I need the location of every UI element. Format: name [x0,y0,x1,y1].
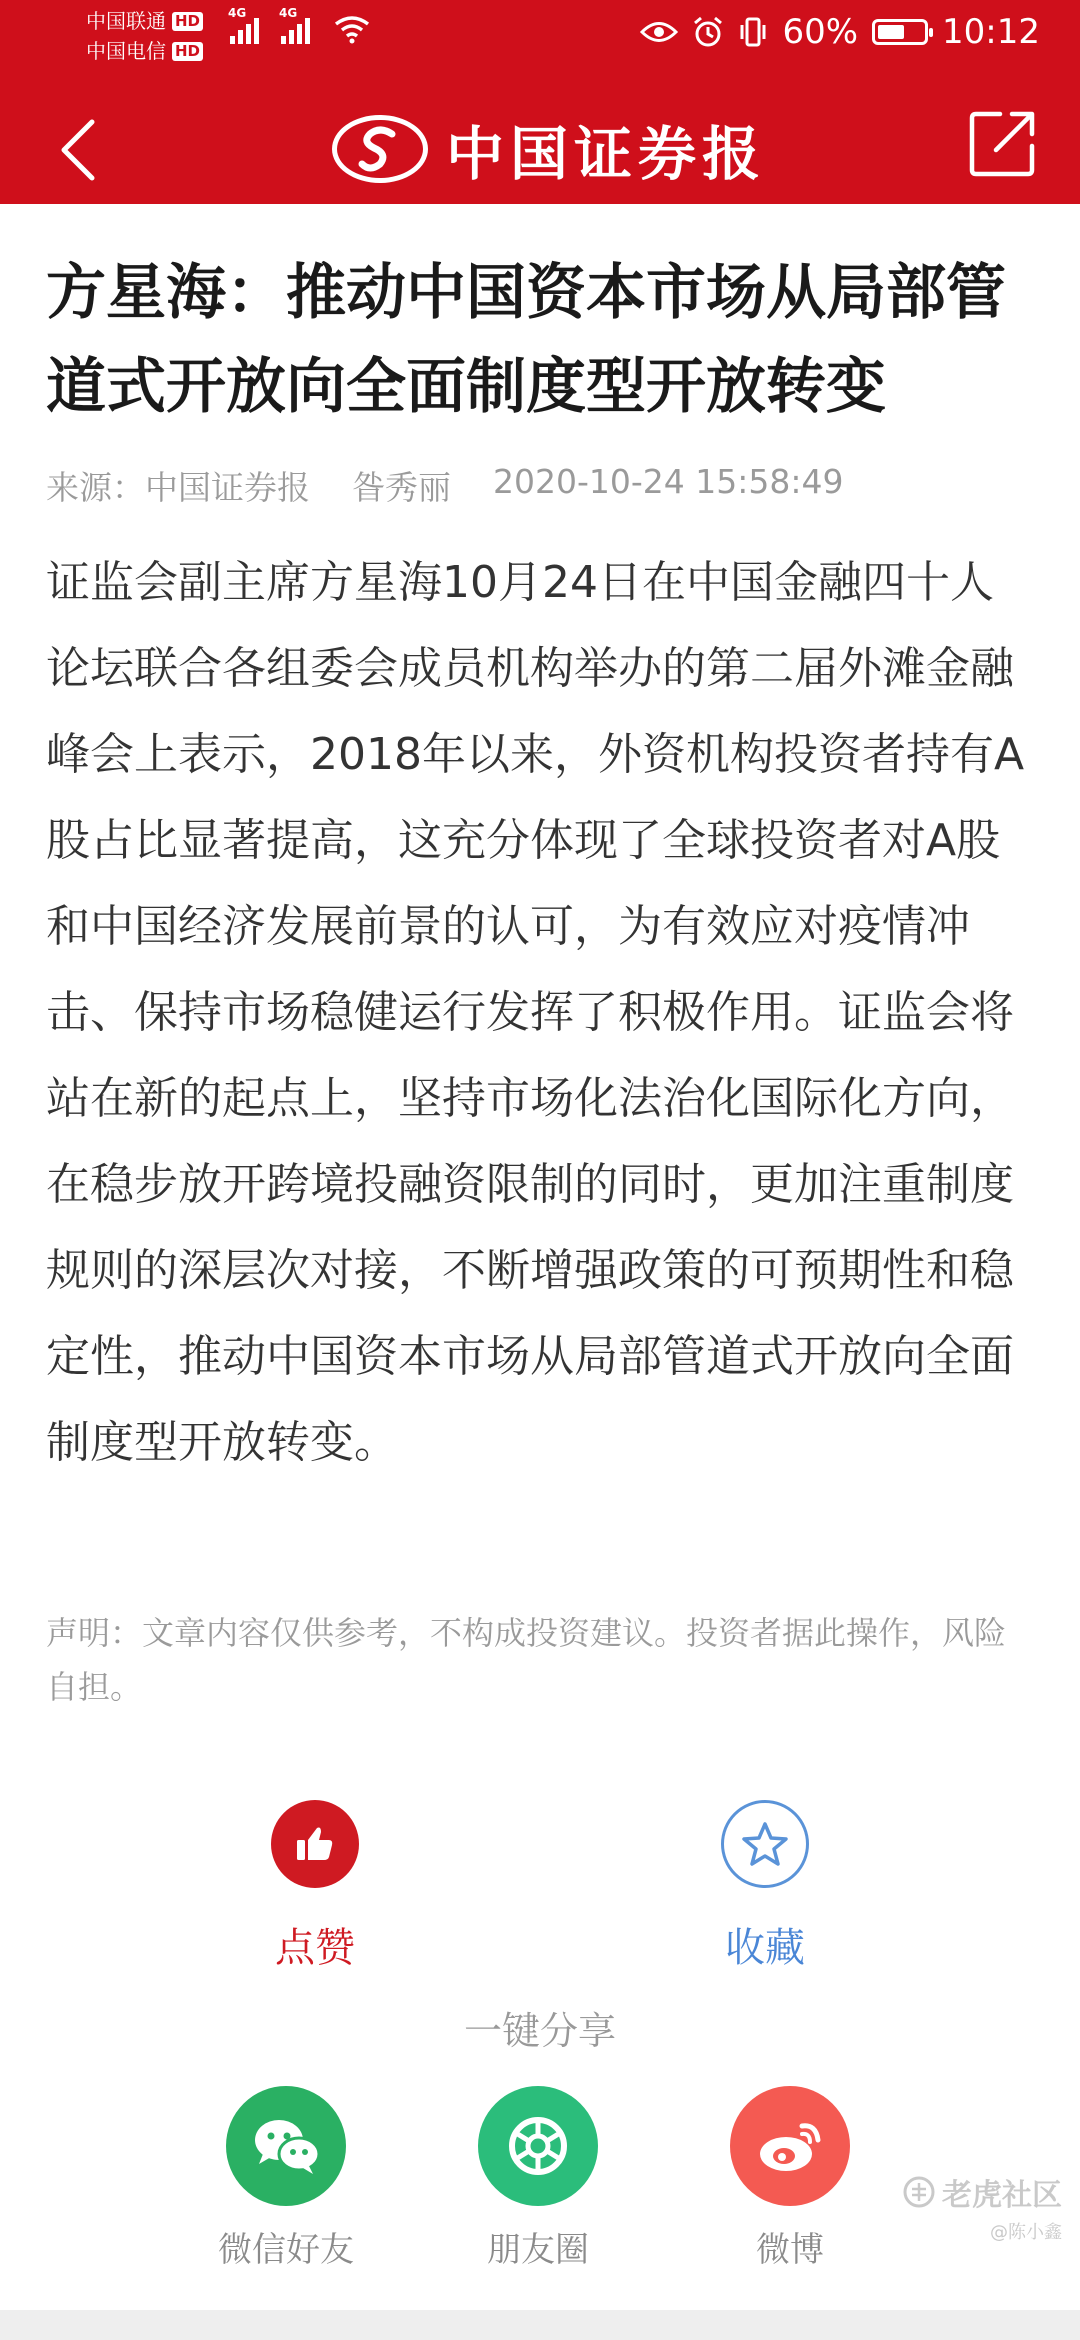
moments-icon [478,2086,598,2206]
signal-indicators [228,6,372,44]
logo-text: 中国证券报 [446,120,767,188]
status-bar-right [640,12,1040,52]
status-bar-carriers [86,6,203,66]
article-meta [46,462,885,509]
eye-icon [640,19,678,45]
thumbs-up-icon [271,1800,359,1888]
logo-emblem [332,115,428,183]
app-logo [332,104,766,194]
favorite-label: 收藏 [725,1925,805,1971]
navigation-bar [0,96,1080,204]
like-button[interactable] [215,1800,415,1973]
battery-percent: 60% [782,12,859,52]
bottom-strip [0,2310,1080,2340]
share-moments-label: 朋友圈 [487,2230,589,2270]
watermark-user: @陈小鑫 [990,2222,1062,2243]
vibrate-icon [738,16,768,48]
share-weibo-label: 微博 [756,2230,824,2270]
wechat-icon [226,2086,346,2206]
tiger-logo-icon [902,2175,936,2209]
share-section-title: 一键分享 [463,2009,616,2053]
wifi-icon [332,14,372,44]
chevron-left-icon [50,110,110,190]
back-button[interactable] [50,110,110,190]
favorite-button[interactable] [665,1800,865,1973]
watermark-text: 老虎社区 [942,2178,1062,2213]
app-header [0,0,1080,204]
carrier-1: 中国联通 [86,9,166,33]
like-label: 点赞 [275,1925,355,1971]
external-share-icon [968,108,1038,178]
article-disclaimer: 声明：文章内容仅供参考，不构成投资建议。投资者据此操作，风险自担。 [46,1614,1007,1706]
article-author: 昝秀丽 [352,468,451,507]
star-icon [721,1800,809,1888]
watermark [902,2170,1062,2244]
share-weibo-button[interactable] [680,2086,900,2271]
signal-strength-icon: 4G [281,18,310,44]
hd-badge: HD [172,42,203,61]
battery-icon [872,19,928,45]
clock: 10:12 [942,12,1040,52]
article-body: 证监会副主席方星海10月24日在中国金融四十人论坛联合各组委会成员机构举办的第二届外滩金融峰会上表示，2018年以来，外资机构投资者持有A股占比显著提高，这充分体现了全球投资者对A股和中国经济发展前景的认可，为有效应对疫情冲击、保持市场稳健运行发挥了积极作用。证监会将站在新的起点上，坚持市场化法治化国际化方向，在稳步放开跨境投融资限制的同时，更加注重制度规则的深层次对接，不断增强政策的可预期性和稳定性，推动中国资本市场从局部管道式开放向全面制度型开放转变。 [46,557,1025,1468]
carrier-2: 中国电信 [86,39,166,63]
share-moments-button[interactable] [428,2086,648,2271]
share-wechat-label: 微信好友 [218,2230,354,2270]
share-button[interactable] [968,108,1038,178]
share-wechat-button[interactable] [176,2086,396,2271]
article-datetime: 2020-10-24 15:58:49 [493,462,844,501]
signal-strength-icon: 4G [230,18,259,44]
alarm-icon [692,16,724,48]
weibo-icon [730,2086,850,2206]
hd-badge: HD [172,12,203,31]
article-title: 方星海：推动中国资本市场从局部管道式开放向全面制度型开放转变 [46,258,1006,422]
article-source: 来源：中国证券报 [46,468,310,507]
